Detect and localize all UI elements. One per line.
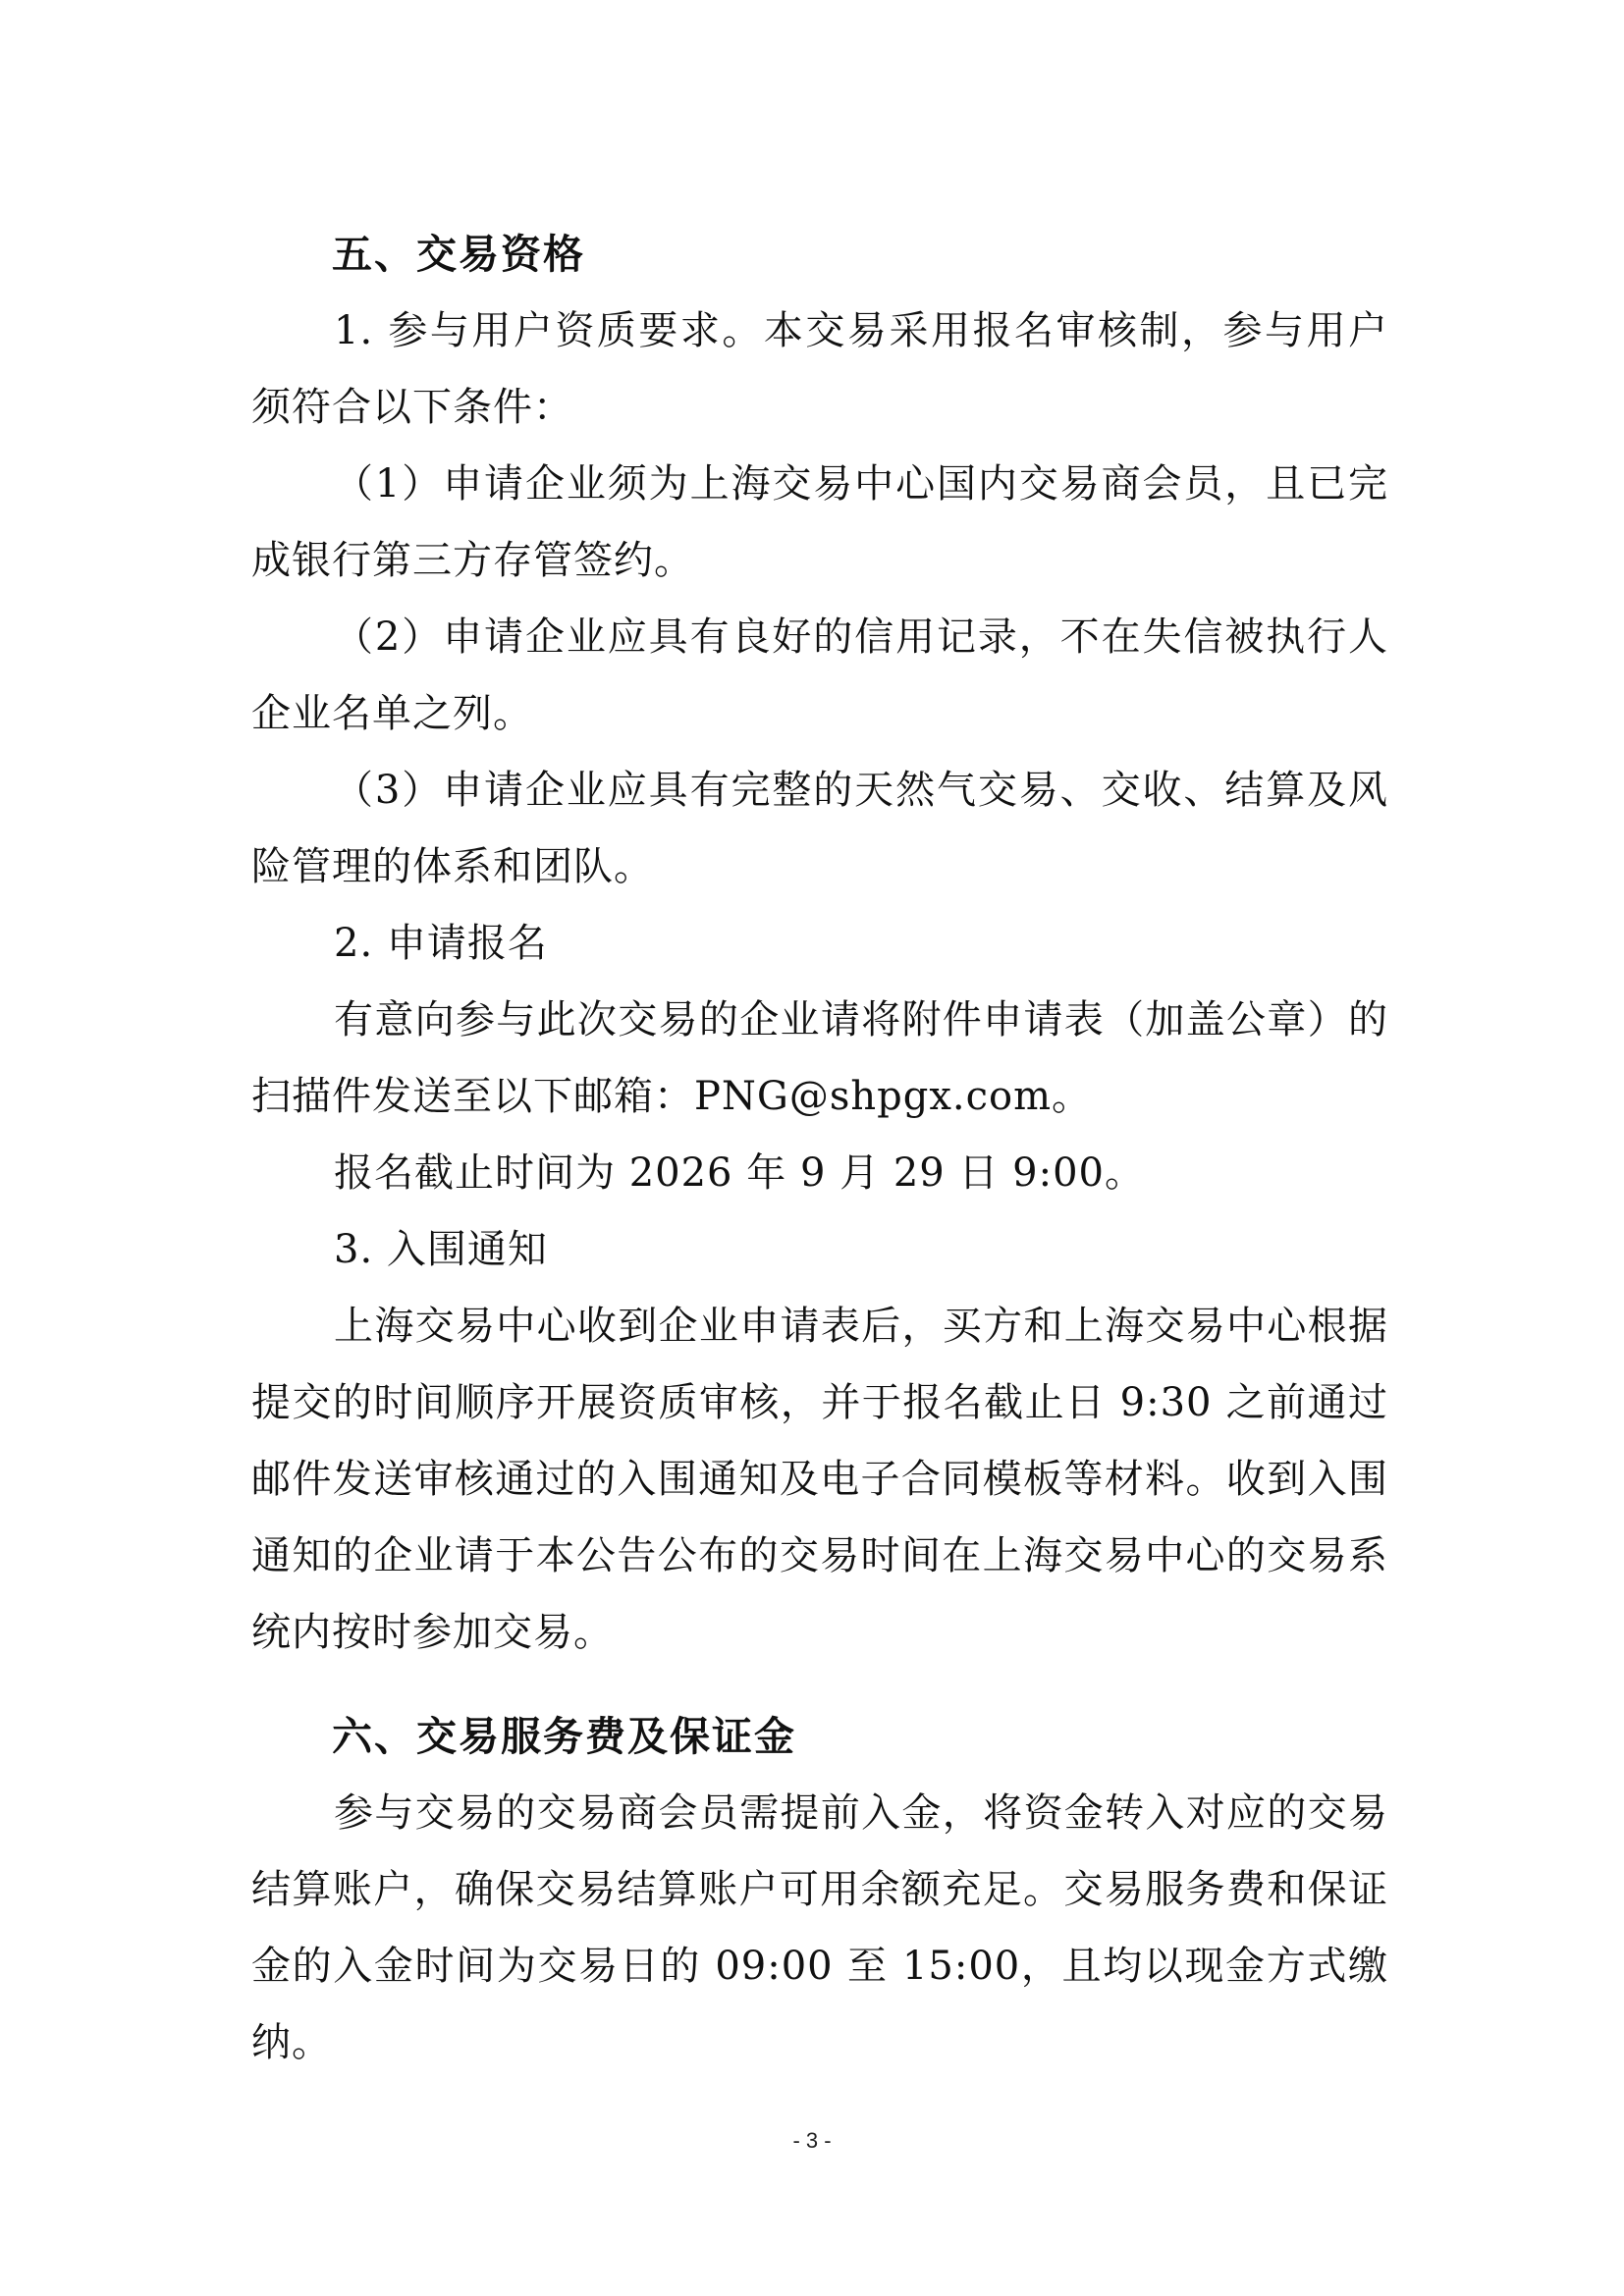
page-content bbox=[251, 196, 1388, 2081]
paragraph-fees-body: 参与交易的交易商会员需提前入金，将资金转入对应的交易结算账户，确保交易结算账户可用余额充足。交易服务费和保证金的入金时间为交易日的 09:00 至 15:00，且均以现金方式缴纳。 bbox=[251, 1790, 1388, 2065]
paragraph-user-requirements: 1. 参与用户资质要求。本交易采用报名审核制，参与用户须符合以下条件： bbox=[251, 308, 1388, 430]
paragraph-notice-body: 上海交易中心收到企业申请表后，买方和上海交易中心根据提交的时间顺序开展资质审核，并于报名截止日 9:30 之前通过邮件发送审核通过的入围通知及电子合同模板等材料。收到入围通知的企业请于本公告公布的交易时间在上海交易中心的交易系统内按时参加交易。 bbox=[251, 1304, 1388, 1655]
paragraph-application-title: 2. 申请报名 bbox=[334, 921, 548, 966]
section-heading-qualification: 五、交易资格 bbox=[332, 231, 585, 278]
paragraph-deadline: 报名截止时间为 2026 年 9 月 29 日 9:00。 bbox=[334, 1150, 1145, 1196]
section-heading-fees: 六、交易服务费及保证金 bbox=[332, 1713, 796, 1760]
paragraph-application-email: 有意向参与此次交易的企业请将附件申请表（加盖公章）的扫描件发送至以下邮箱：PNG@shpgx.com。 bbox=[251, 997, 1388, 1119]
paragraph-condition-2: （2）申请企业应具有良好的信用记录，不在失信被执行人企业名单之列。 bbox=[251, 614, 1388, 736]
paragraph-condition-1: （1）申请企业须为上海交易中心国内交易商会员，且已完成银行第三方存管签约。 bbox=[251, 461, 1388, 583]
paragraph-condition-3: （3）申请企业应具有完整的天然气交易、交收、结算及风险管理的体系和团队。 bbox=[251, 768, 1388, 889]
page-number: - 3 - bbox=[792, 2128, 832, 2153]
paragraph-notice-title: 3. 入围通知 bbox=[334, 1227, 548, 1272]
